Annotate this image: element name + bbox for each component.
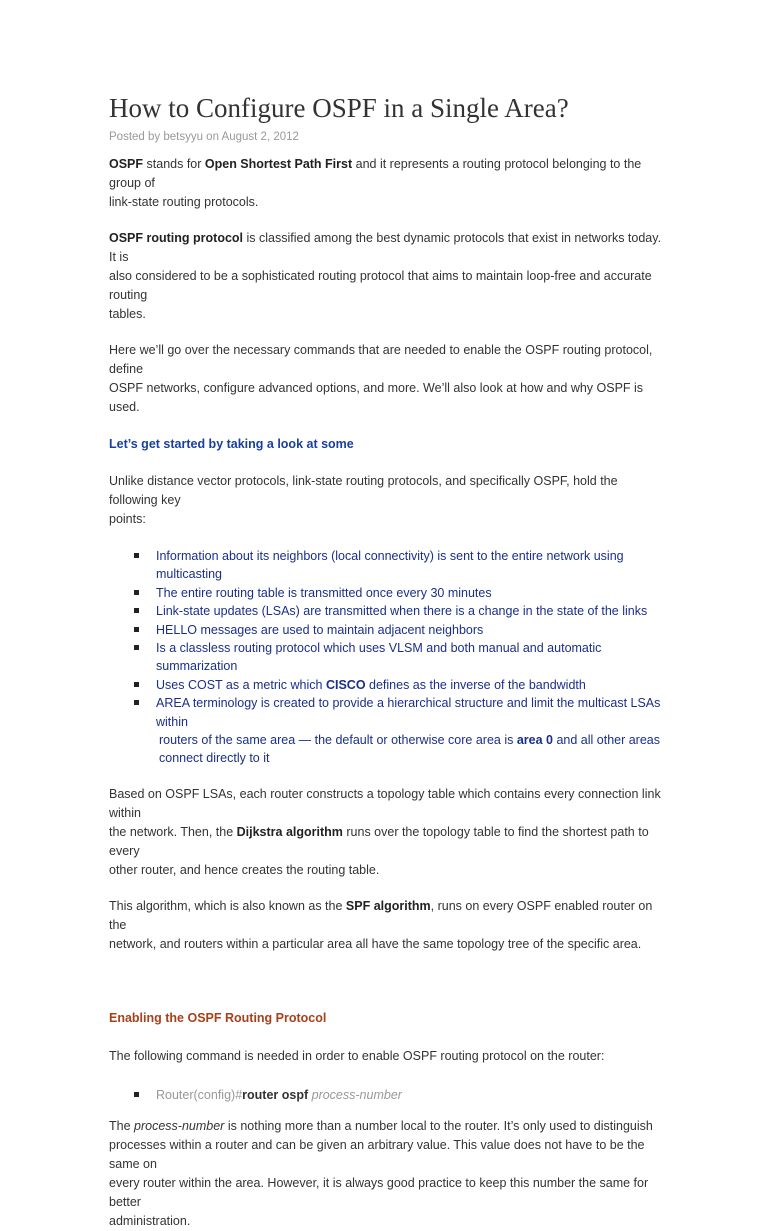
bold-term: OSPF xyxy=(109,157,144,171)
text-run: every router within the area. However, it is always good practice to keep this number the same for better xyxy=(109,1176,649,1210)
text-run: the network. Then, the xyxy=(109,824,237,839)
text-run: The xyxy=(109,1119,135,1134)
list-item xyxy=(109,676,669,694)
section-heading-enabling: Enabling the OSPF Routing Protocol xyxy=(109,1010,327,1025)
bold-term: Open Shortest Path First xyxy=(204,157,353,171)
author-link[interactable]: betsyyu xyxy=(163,131,203,143)
text-run: runs over the topology table to find the shortest path to every xyxy=(109,824,649,858)
text-run: is nothing more than a number local to the router. It’s only used to distinguish xyxy=(224,1119,653,1134)
process-number-paragraph xyxy=(109,1117,669,1231)
text-run: and it represents a routing protocol belonging to the group of xyxy=(109,157,642,190)
byline-on: on xyxy=(202,131,222,143)
list-item xyxy=(109,547,669,584)
text-run: OSPF networks, configure advanced options, and more. We’ll also look at how and why OSPF is used. xyxy=(109,381,644,414)
article-title: How to Configure OSPF in a Single Area? xyxy=(109,93,569,123)
text-run: points: xyxy=(109,512,146,526)
list-item xyxy=(109,694,669,731)
square-bullet-icon xyxy=(134,1092,139,1097)
list-item-text: AREA terminology is created to provide a hierarchical structure and limit the multicast LSAs within xyxy=(156,696,661,729)
list-item-text: Uses COST as a metric which xyxy=(156,677,326,692)
article xyxy=(109,92,669,1231)
list-item-continuation xyxy=(109,749,669,767)
bold-term: Dijkstra algorithm xyxy=(236,824,343,839)
command-intro-paragraph: The following command is needed in order to enable OSPF routing protocol on the router: xyxy=(109,1048,605,1063)
bold-term: SPF algorithm xyxy=(345,898,431,913)
square-bullet-icon xyxy=(134,608,139,613)
text-run: processes within a router and can be given an arbitrary value. This value does not have to be the same on xyxy=(109,1138,645,1172)
square-bullet-icon xyxy=(134,627,139,632)
list-item-text: and all other areas xyxy=(552,733,660,748)
section-heading-blue: Let’s get started by taking a look at some xyxy=(109,437,354,451)
key-points-list xyxy=(109,547,669,768)
command-list xyxy=(109,1086,669,1104)
list-item-text: Link-state updates (LSAs) are transmitted when there is a change in the state of the links xyxy=(156,604,648,619)
square-bullet-icon xyxy=(134,553,139,558)
list-item-text: The entire routing table is transmitted once every 30 minutes xyxy=(156,585,492,600)
post-date: August 2, 2012 xyxy=(221,131,299,143)
list-item xyxy=(109,584,669,602)
text-run: administration. xyxy=(109,1214,191,1229)
italic-term: process-number xyxy=(134,1119,225,1134)
list-item-text: connect directly to it xyxy=(159,751,270,766)
list-item-text: Information about its neighbors (local connectivity) is sent to the entire network using multicasting xyxy=(156,549,624,582)
command-argument: process-number xyxy=(308,1087,402,1102)
text-run: stands for xyxy=(143,157,205,171)
intro-paragraph xyxy=(109,155,669,212)
classification-paragraph xyxy=(109,229,669,324)
command-prompt: Router(config)# xyxy=(156,1087,243,1102)
command-item xyxy=(109,1086,669,1104)
overview-paragraph xyxy=(109,341,669,417)
bold-term: area 0 xyxy=(516,733,553,748)
text-run: This algorithm, which is also known as the xyxy=(109,898,346,913)
list-item-continuation xyxy=(109,731,669,749)
text-run: tables. xyxy=(109,307,146,321)
text-run: Here we’ll go over the necessary commands that are needed to enable the OSPF routing protocol, define xyxy=(109,343,653,376)
list-item xyxy=(109,602,669,620)
bold-term: CISCO xyxy=(325,677,366,692)
text-run: Unlike distance vector protocols, link-state routing protocols, and specifically OSPF, hold the following key xyxy=(109,474,618,507)
text-run: also considered to be a sophisticated routing protocol that aims to maintain loop-free and accurate routing xyxy=(109,269,652,302)
list-item-text: Is a classless routing protocol which uses VLSM and both manual and automatic summarization xyxy=(156,641,602,674)
text-run: network, and routers within a particular area all have the same topology tree of the specific area. xyxy=(109,936,642,951)
spf-paragraph xyxy=(109,897,669,954)
square-bullet-icon xyxy=(134,590,139,595)
text-run: other router, and hence creates the routing table. xyxy=(109,862,380,877)
byline xyxy=(109,129,669,145)
list-item-text: defines as the inverse of the bandwidth xyxy=(365,677,586,692)
text-run: link-state routing protocols. xyxy=(109,195,259,209)
list-item-text: HELLO messages are used to maintain adjacent neighbors xyxy=(156,622,484,637)
key-points-intro xyxy=(109,472,669,529)
square-bullet-icon xyxy=(134,700,139,705)
list-item xyxy=(109,621,669,639)
text-run: , runs on every OSPF enabled router on the xyxy=(109,898,653,932)
command-keyword: router ospf xyxy=(242,1087,309,1102)
bold-term: OSPF routing protocol xyxy=(109,231,244,245)
square-bullet-icon xyxy=(134,682,139,687)
list-item xyxy=(109,639,669,676)
square-bullet-icon xyxy=(134,645,139,650)
text-run: Based on OSPF LSAs, each router constructs a topology table which contains every connection link within xyxy=(109,786,661,820)
topology-paragraph xyxy=(109,785,669,880)
list-item-text: routers of the same area — the default or otherwise core area is xyxy=(159,733,517,748)
byline-prefix: Posted by xyxy=(109,131,164,143)
text-run: is classified among the best dynamic protocols that exist in networks today. It is xyxy=(109,231,662,264)
